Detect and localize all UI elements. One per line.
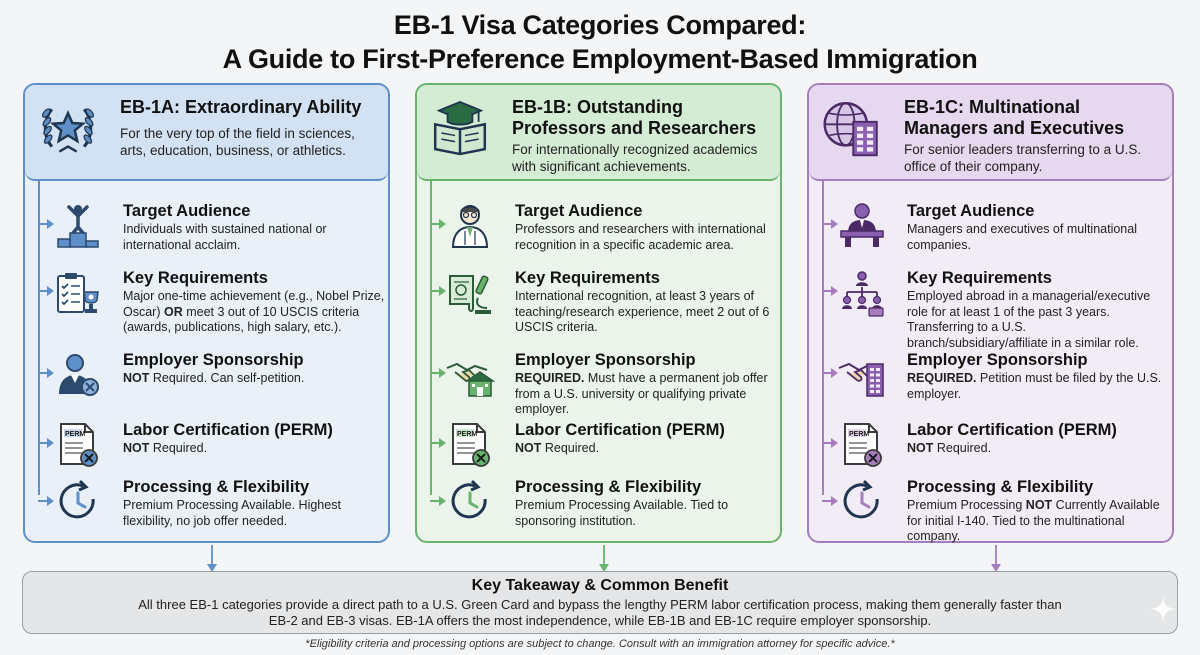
body-text: Must have a permanent job offer from a U.S. university or qualifying private employer.: [515, 371, 768, 416]
page-title: [0, 8, 1200, 76]
body-text: Individuals with sustained national or international acclaim.: [123, 222, 327, 252]
emphasis-text: REQUIRED.: [515, 371, 585, 385]
column-header-eb1b: [417, 85, 780, 181]
column-eb1a: [23, 83, 390, 543]
body-text: Required.: [541, 441, 600, 455]
section-text: [907, 498, 1169, 545]
emphasis-text: NOT: [515, 441, 542, 455]
section-title: Target Audience: [515, 202, 643, 220]
podium-winner-icon: [53, 201, 103, 251]
handshake-building-icon: [837, 350, 887, 400]
body-text: Premium Processing Available. Tied to sponsoring institution.: [515, 498, 729, 528]
flow-connector-line: [430, 181, 432, 495]
emphasis-text: NOT: [123, 371, 150, 385]
section-title: Key Requirements: [515, 269, 660, 287]
body-text: Professors and researchers with international recognition in a specific academic area.: [515, 222, 766, 252]
title-line-2: A Guide to First-Preference Employment-Based Immigration: [222, 44, 978, 74]
body-text: Premium Processing: [907, 498, 1026, 512]
body-text: Currently Available for initial I-140. Tied to the multinational company.: [907, 498, 1160, 543]
professor-icon: [445, 201, 495, 251]
section-text: [515, 289, 777, 336]
section-title: Employer Sponsorship: [123, 351, 304, 369]
body-text: International recognition, at least 3 years of teaching/research experience, meet 2 out of 6 USCIS criteria.: [515, 289, 770, 334]
section-text: [515, 498, 777, 529]
book-graduation-cap-icon: [429, 97, 491, 159]
body-text: Managers and executives of multinational companies.: [907, 222, 1137, 252]
section-title: Processing & Flexibility: [907, 478, 1094, 496]
body-text: Major one-time achievement (e.g., Nobel Prize, Oscar): [123, 289, 385, 319]
section-text: [515, 441, 777, 457]
section-text: [123, 498, 385, 529]
emphasis-text: OR: [163, 304, 183, 319]
body-text: meet 3 out of 10 USCIS criteria (awards, publications, high salary, etc.).: [123, 304, 360, 334]
title-line-1: EB-1 Visa Categories Compared:: [393, 10, 807, 40]
section-text: [123, 222, 385, 253]
flow-connector-line: [822, 181, 824, 495]
column-header-eb1a: [25, 85, 388, 181]
column-header-eb1c: [809, 85, 1172, 181]
clock-refresh-icon: [53, 477, 103, 527]
section-text: [123, 289, 385, 336]
column-description: For senior leaders transferring to a U.S. office of their company.: [904, 142, 1142, 174]
svg-text:PERM: PERM: [65, 431, 86, 438]
clock-refresh-icon: [445, 477, 495, 527]
column-title: EB-1A: Extraordinary Ability: [120, 97, 362, 117]
laurel-star-icon: [37, 97, 99, 159]
handshake-school-icon: [445, 350, 495, 400]
section-text: [907, 441, 1169, 457]
section-title: Processing & Flexibility: [123, 478, 310, 496]
section-title: Employer Sponsorship: [907, 351, 1088, 369]
section-text: [515, 371, 777, 418]
body-text: Required.: [933, 441, 992, 455]
body-text: Required.: [149, 441, 208, 455]
globe-building-icon: [821, 97, 883, 159]
section-text: [123, 441, 385, 457]
disclaimer: *Eligibility criteria and processing options are subject to change. Consult with an immigration attorney for specific advice.*: [305, 638, 895, 650]
column-eb1c: [807, 83, 1174, 543]
section-title: Key Requirements: [907, 269, 1052, 287]
emphasis-text: NOT: [123, 441, 150, 455]
takeaway-text: All three EB-1 categories provide a direct path to a U.S. Green Card and bypass the lengthy PERM labor certification process, making them generally faster than EB-2 and EB-3 visas. EB-1A offers the most independence, while EB-1B and EB-1C require employer sponsorship.: [138, 597, 1062, 628]
section-title: Labor Certification (PERM): [907, 421, 1117, 439]
perm-document-x-icon: [837, 420, 887, 470]
sparkle-icon: [1148, 594, 1178, 624]
person-x-icon: [53, 350, 103, 400]
emphasis-text: REQUIRED.: [907, 371, 977, 385]
perm-document-x-icon: [53, 420, 103, 470]
emphasis-text: NOT: [907, 441, 934, 455]
section-title: Employer Sponsorship: [515, 351, 696, 369]
body-text: Petition must be filed by the U.S. employer.: [907, 371, 1162, 401]
section-text: [515, 222, 777, 253]
svg-text:PERM: PERM: [849, 431, 870, 438]
svg-text:PERM: PERM: [457, 431, 478, 438]
column-description: For internationally recognized academics with significant achievements.: [512, 142, 758, 174]
section-title: Processing & Flexibility: [515, 478, 702, 496]
emphasis-text: NOT: [1025, 498, 1053, 512]
key-takeaway-box: [22, 571, 1178, 634]
body-text: Premium Processing Available. Highest flexibility, no job offer needed.: [123, 498, 341, 528]
section-title: Labor Certification (PERM): [123, 421, 333, 439]
checklist-trophy-icon: [53, 268, 103, 318]
column-title: EB-1C: Multinational Managers and Executives: [904, 97, 1125, 138]
section-text: [907, 222, 1169, 253]
down-arrow-icon: [990, 545, 1002, 573]
column-description: For the very top of the field in sciences, arts, education, business, or athletics.: [120, 126, 355, 158]
down-arrow-icon: [598, 545, 610, 573]
section-text: [123, 371, 385, 387]
clock-refresh-icon: [837, 477, 887, 527]
executive-desk-icon: [837, 201, 887, 251]
column-title: EB-1B: Outstanding Professors and Researchers: [512, 97, 757, 138]
section-text: [907, 289, 1169, 351]
section-title: Target Audience: [123, 202, 251, 220]
body-text: Required. Can self-petition.: [149, 371, 305, 385]
takeaway-title: Key Takeaway & Common Benefit: [471, 577, 729, 594]
section-text: [907, 371, 1169, 402]
column-eb1b: [415, 83, 782, 543]
scroll-microscope-icon: [445, 268, 495, 318]
perm-document-x-icon: [445, 420, 495, 470]
org-chart-icon: [837, 268, 887, 318]
section-title: Target Audience: [907, 202, 1035, 220]
flow-connector-line: [38, 181, 40, 495]
down-arrow-icon: [206, 545, 218, 573]
section-title: Labor Certification (PERM): [515, 421, 725, 439]
section-title: Key Requirements: [123, 269, 268, 287]
body-text: Employed abroad in a managerial/executive role for at least 1 of the past 3 years. Transferring to a U.S. branch/subsidiary/affiliate in a similar role.: [907, 289, 1151, 350]
